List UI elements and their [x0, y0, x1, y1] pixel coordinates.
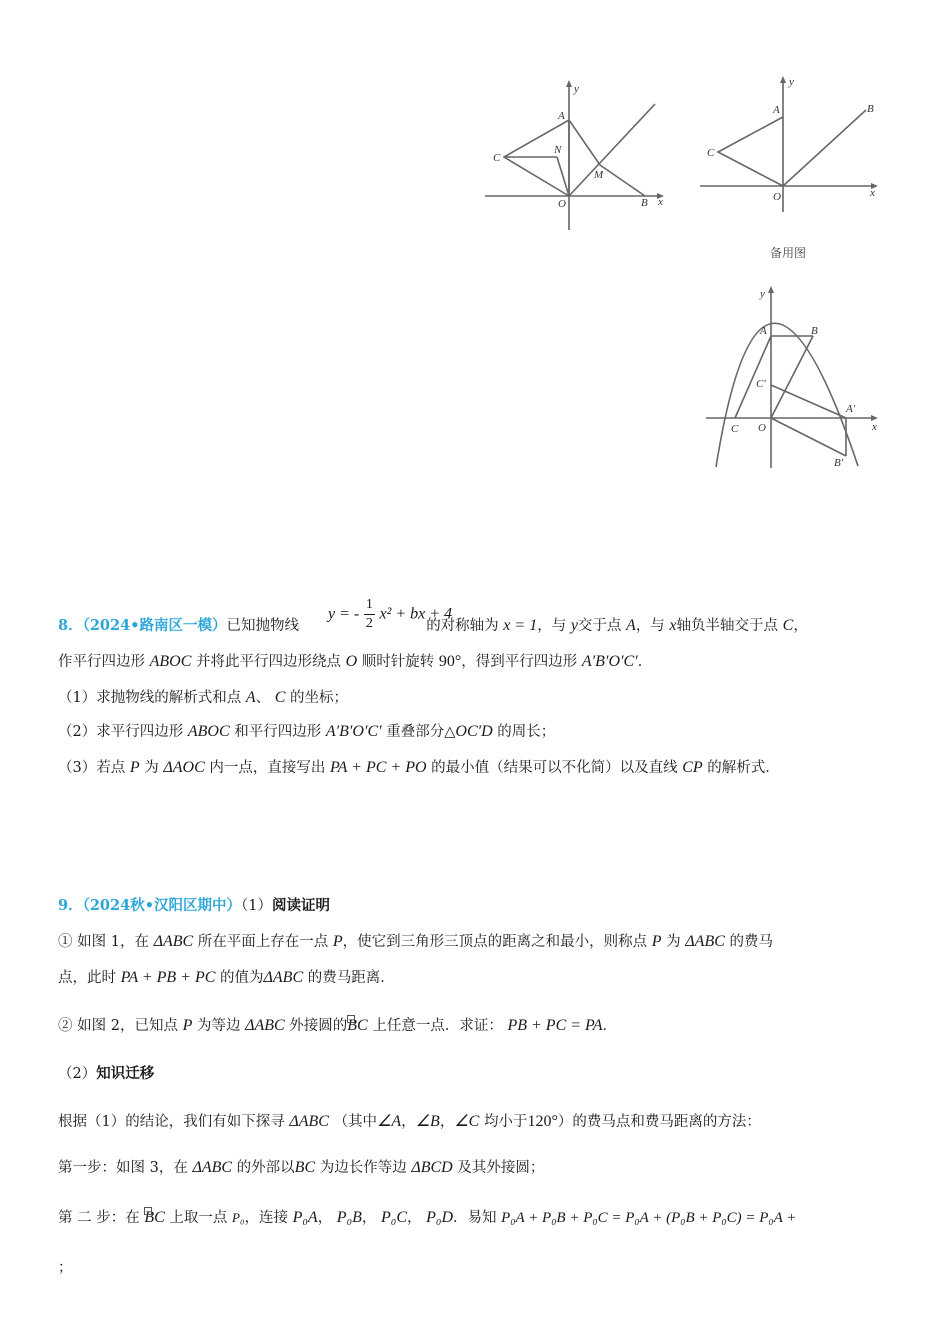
- fig2-label-x: x: [870, 187, 875, 199]
- q8-part-3: （3）若点 P 为 ΔAOC 内一点，直接写出 PA + PC + PO 的最小值（结果可以不化简）以及直线 CP 的解析式．: [58, 759, 780, 776]
- fig3-label-C: C: [731, 423, 739, 435]
- fig3-label-y: y: [760, 288, 765, 300]
- figure-2: [695, 72, 885, 212]
- fig2-label-A: A: [773, 104, 780, 116]
- figure-3: [700, 282, 890, 472]
- q8-line-2: 作平行四边形 ABOC 并将此平行四边形绕点 O 顺时针旋转 90°，得到平行四边形 A′B′O′C′．: [58, 653, 653, 670]
- fig2-label-B: B: [867, 103, 874, 115]
- q8-part-1: （1）求抛物线的解析式和点 A、 C 的坐标；: [58, 689, 349, 706]
- q9-line-5: 第一步：如图 3，在 ΔABC 的外部以BC 为边长作等边 ΔBCD 及其外接圆；: [58, 1159, 545, 1176]
- fig2-label-C: C: [707, 147, 715, 159]
- fig3-label-x: x: [872, 421, 877, 433]
- q9-line-3: ② 如图 2，已知点 P 为等边 ΔABC 外接圆的BC 上任意一点．求证： PB + PC = PA．: [58, 1017, 618, 1034]
- fig3-label-B: B: [811, 325, 818, 337]
- fig3-label-Ap: A′: [846, 403, 856, 415]
- fig3-label-Cp: C′: [756, 378, 766, 390]
- fig1-label-A: A: [558, 110, 565, 122]
- fig1-label-y: y: [574, 83, 579, 95]
- q8-part-2: （2）求平行四边形 ABOC 和平行四边形 A′B′O′C′ 重叠部分△OC′D 的周长；: [58, 723, 556, 740]
- q8-line-1: 8．（2024•路南区一模）已知抛物线 的对称轴为 x = 1，与 y交于点 A，与 x轴负半轴交于点 C，: [58, 617, 808, 634]
- fig2-label-O: O: [773, 191, 781, 203]
- fig2-caption: 备用图: [770, 246, 807, 260]
- fig1-label-O: O: [558, 198, 566, 210]
- fig1-label-B: B: [641, 197, 648, 209]
- fig1-label-x: x: [658, 196, 663, 208]
- q9-header: 9．（2024秋•汉阳区期中）（1）阅读证明: [58, 897, 330, 914]
- q9-line-1: ① 如图 1，在 ΔABC 所在平面上存在一点 P，使它到三角形三顶点的距离之和最小，则称点 P 为 ΔABC 的费马: [58, 933, 773, 950]
- q9-line-4: 根据（1）的结论，我们有如下探寻 ΔABC （其中∠A，∠B，∠C 均小于120°）的费马点和费马距离的方法：: [58, 1113, 761, 1130]
- fig2-label-y: y: [789, 76, 794, 88]
- fig1-label-N: N: [554, 144, 562, 156]
- fig3-label-Bp: B′: [834, 457, 844, 469]
- q9-line-2: 点，此时 PA + PB + PC 的值为ΔABC 的费马距离．: [58, 969, 395, 986]
- fig3-label-A: A: [760, 325, 767, 337]
- figure-1: [480, 78, 680, 238]
- fig3-label-O: O: [758, 422, 766, 434]
- fig3-parabola: [716, 323, 858, 467]
- fig1-label-C: C: [493, 152, 501, 164]
- q9-line-7: ；: [58, 1260, 73, 1276]
- q8-equation: y = - $\frac{1}{2}$ x² + bx + 4: [328, 597, 453, 631]
- q9-line-6: 第 二 步：在 BC 上取一点 P₀，连接 P₀A， P₀B， P₀C， P₀D．易知 P₀A + P₀B + P₀C = P₀A + (P₀B + P₀C) = P₀A +: [58, 1209, 797, 1226]
- fig1-label-M: M: [594, 169, 604, 181]
- q9-part-2-header: （2）知识迁移: [58, 1065, 155, 1082]
